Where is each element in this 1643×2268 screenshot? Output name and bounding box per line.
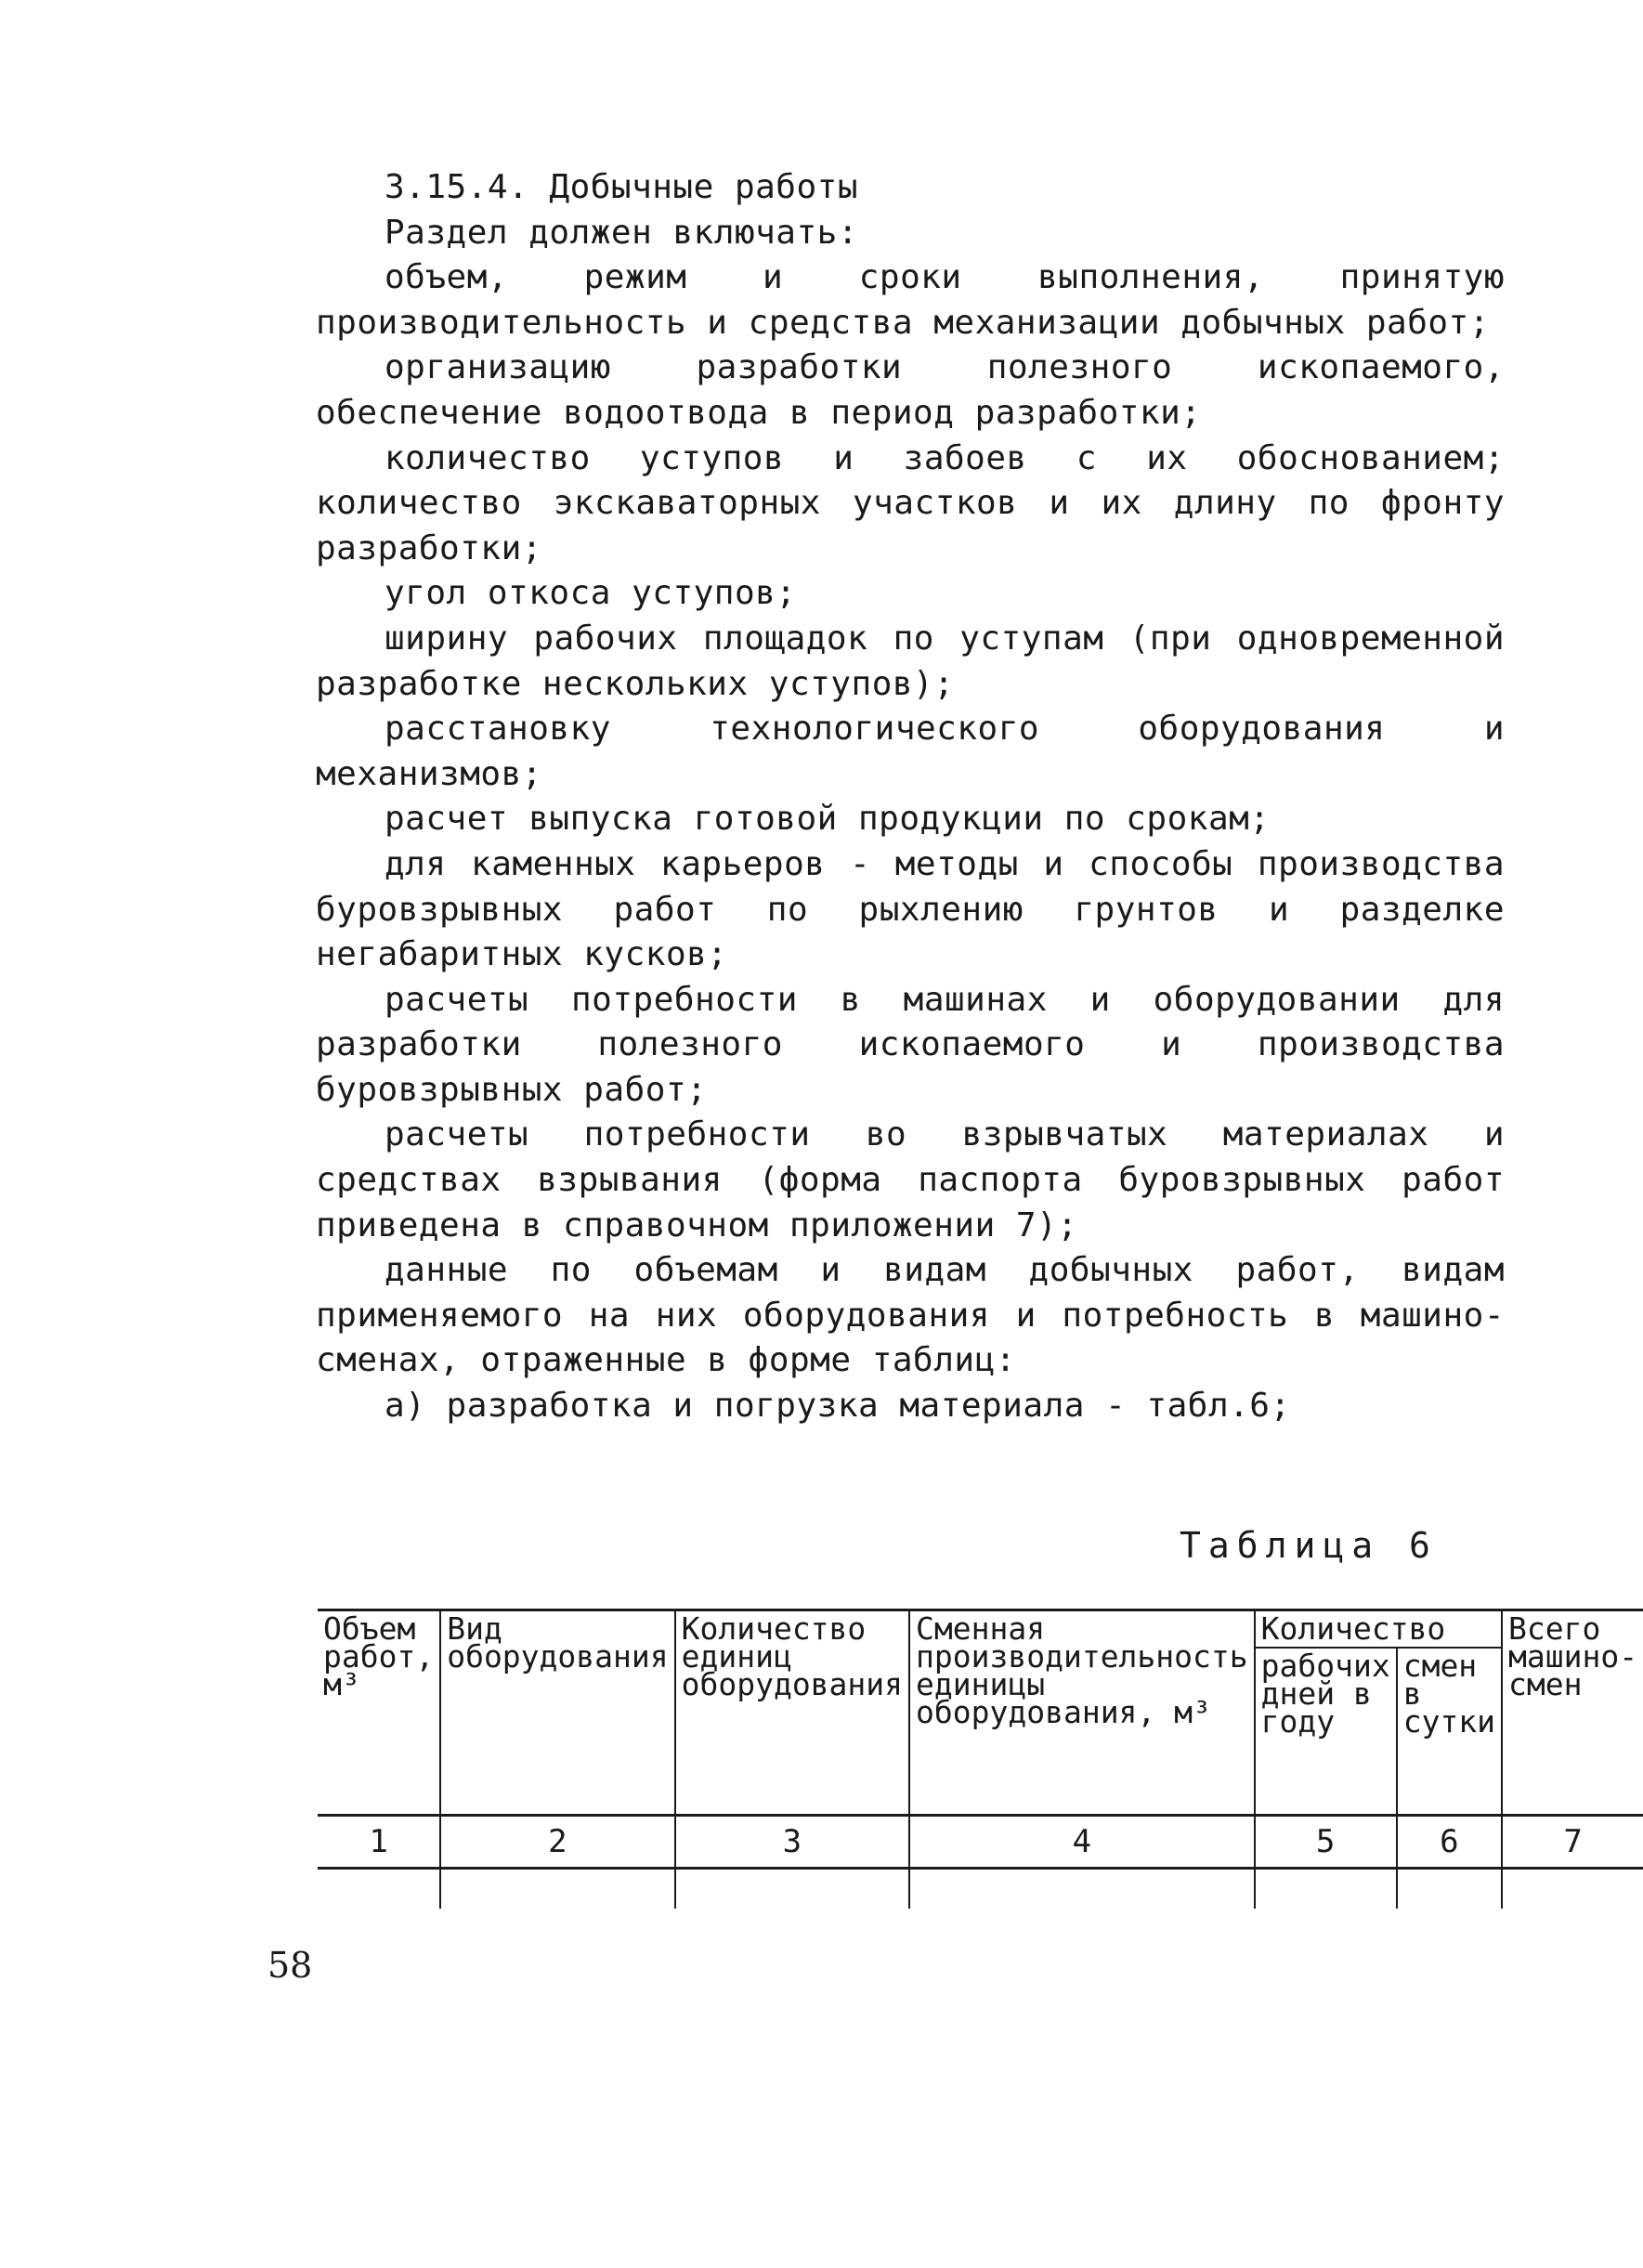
paragraph: расчет выпуска готовой продукции по срокам; [385,800,1271,839]
column-number: 3 [675,1816,909,1869]
paragraph: расчеты потребности в машинах и оборудовании для разработки полезного ископаемого и производства буровзрывных работ; [316,980,1505,1109]
column-number: 7 [1502,1816,1643,1869]
table-cell [675,1869,909,1910]
column-number: 6 [1397,1816,1502,1869]
equipment-table [318,1609,1643,1909]
header-equipment-type: Вид оборудования [440,1610,674,1816]
paragraph: объем, режим и сроки выполнения, принятую производительность и средства механизации добычных работ; [316,258,1505,342]
page-number: 58 [267,1945,313,1986]
paragraph: угол откоса уступов; [385,574,797,613]
column-number: 5 [1255,1816,1397,1869]
header-total-shifts: Всего машино-смен [1502,1610,1643,1816]
table-header-row [318,1610,1643,1649]
table-cell [318,1869,440,1910]
column-number: 1 [318,1816,440,1869]
header-quantity: Количество [1255,1610,1502,1649]
paragraph: для каменных карьеров - методы и способы производства буровзрывных работ по рыхлению грунтов и разделке негабаритных кусков; [316,844,1505,974]
paragraph: расстановку технологического оборудования и механизмов; [316,710,1505,793]
paragraph: данные по объемам и видам добычных работ, видам применяемого на них оборудования и потребность в машино-сменах, отраженные в форме таблиц: [316,1251,1505,1380]
paragraph: количество уступов и забоев с их обоснованием; количество экскаваторных участков и их длину по фронту разработки; [316,438,1505,567]
header-equipment-count: Количество единиц оборудования [675,1610,909,1816]
header-shift-output: Сменная производительность единицы оборудования, м³ [909,1610,1255,1816]
table-cell [1255,1869,1397,1910]
paragraph: организацию разработки полезного ископаемого, обеспечение водоотвода в период разработки; [316,348,1505,432]
table-empty-row [318,1869,1643,1910]
header-shifts-per-day: смен в сутки [1397,1648,1502,1816]
section-heading: 3.15.4. Добычные работы [385,168,858,206]
paragraph: ширину рабочих площадок по уступам (при одновременной разработке нескольких уступов); [316,619,1505,703]
paragraph: а) разработка и погрузка материала - табл.6; [385,1387,1291,1426]
table-cell [909,1869,1255,1910]
paragraph: расчеты потребности во взрывчатых материалах и средствах взрывания (форма паспорта буровзрывных работ приведена в справочном приложении 7); [316,1115,1505,1245]
column-number-row [318,1816,1643,1869]
table-caption: Таблица 6 [1180,1525,1438,1566]
column-number: 2 [440,1816,674,1869]
table-cell [440,1869,674,1910]
column-number: 4 [909,1816,1255,1869]
section-text [316,165,1505,1429]
header-working-days: рабочих дней в году [1255,1648,1397,1816]
table-cell [1502,1869,1643,1910]
header-volume: Объем работ, м³ [318,1610,440,1816]
section-intro: Раздел должен включать: [385,213,858,252]
table-cell [1397,1869,1502,1910]
